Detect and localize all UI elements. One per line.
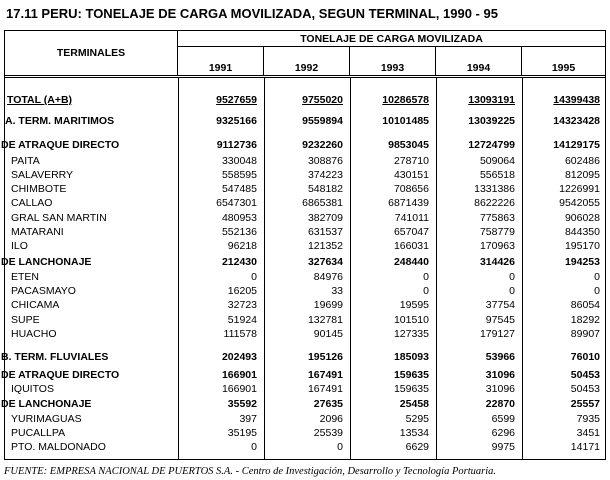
row-label: SALAVERRY bbox=[11, 169, 74, 181]
table-row bbox=[5, 197, 605, 211]
table-row bbox=[1, 351, 605, 365]
cell-1991: 96218 bbox=[227, 240, 257, 252]
cell-1991: 16205 bbox=[227, 285, 257, 297]
cell-1995: 89907 bbox=[570, 328, 600, 340]
cell-1993: 166031 bbox=[393, 240, 429, 252]
table-row bbox=[5, 183, 605, 197]
table-row bbox=[1, 398, 605, 412]
table-row bbox=[5, 441, 605, 455]
year-header-1993: 1993 bbox=[350, 47, 436, 75]
cell-1992: 167491 bbox=[307, 369, 343, 381]
cell-1994: 31096 bbox=[485, 383, 515, 395]
table-row bbox=[1, 256, 605, 270]
cell-1994: 556518 bbox=[479, 169, 515, 181]
cell-1993: 741011 bbox=[394, 212, 429, 224]
cell-1993: 0 bbox=[423, 285, 429, 297]
cell-1991: 202493 bbox=[221, 351, 257, 363]
row-label: SUPE bbox=[11, 314, 40, 326]
row-label: B. TERM. FLUVIALES bbox=[1, 351, 109, 363]
header-divider-double bbox=[5, 77, 605, 78]
cell-1993: 159635 bbox=[393, 383, 429, 395]
table-row bbox=[1, 369, 605, 383]
cell-1992: 374223 bbox=[307, 169, 343, 181]
cell-1991: 0 bbox=[251, 271, 257, 283]
cell-1992: 0 bbox=[337, 441, 343, 453]
cell-1995: 14171 bbox=[570, 441, 600, 453]
row-label: PTO. MALDONADO bbox=[11, 441, 106, 453]
row-label: CALLAO bbox=[11, 197, 53, 209]
cell-1991: 35592 bbox=[227, 398, 257, 410]
row-label: DE LANCHONAJE bbox=[1, 398, 92, 410]
cell-1992: 9755020 bbox=[302, 94, 343, 106]
cell-1993: 19595 bbox=[399, 299, 429, 311]
cell-1991: 558595 bbox=[221, 169, 257, 181]
table-row bbox=[5, 226, 605, 240]
row-label: DE LANCHONAJE bbox=[1, 256, 92, 268]
table-row bbox=[5, 271, 605, 285]
row-label: CHIMBOTE bbox=[11, 183, 67, 195]
cell-1994: 179127 bbox=[479, 328, 515, 340]
row-label: IQUITOS bbox=[11, 383, 54, 395]
cell-1994: 97545 bbox=[485, 314, 515, 326]
table-row bbox=[5, 285, 605, 299]
cell-1992: 631537 bbox=[307, 226, 343, 238]
row-label: DE ATRAQUE DIRECTO bbox=[1, 139, 120, 151]
cell-1992: 121352 bbox=[307, 240, 343, 252]
row-label: PAITA bbox=[11, 155, 40, 167]
cell-1991: 552136 bbox=[221, 226, 257, 238]
cell-1994: 170963 bbox=[479, 240, 515, 252]
table-row bbox=[5, 212, 605, 226]
cell-1992: 548182 bbox=[307, 183, 343, 195]
year-header-1992: 1992 bbox=[264, 47, 350, 75]
cell-1993: 0 bbox=[423, 271, 429, 283]
cell-1992: 327634 bbox=[307, 256, 343, 268]
row-label: HUACHO bbox=[11, 328, 57, 340]
cell-1994: 8622226 bbox=[474, 197, 515, 209]
cell-1993: 708656 bbox=[393, 183, 429, 195]
cell-1991: 9527659 bbox=[216, 94, 257, 106]
cell-1991: 166901 bbox=[221, 369, 257, 381]
table-row bbox=[1, 139, 605, 153]
row-label: YURIMAGUAS bbox=[11, 413, 82, 425]
cell-1995: 844350 bbox=[564, 226, 600, 238]
cell-1992: 25539 bbox=[313, 427, 343, 439]
cell-1993: 248440 bbox=[393, 256, 429, 268]
cell-1991: 6547301 bbox=[216, 197, 257, 209]
cell-1992: 308876 bbox=[307, 155, 343, 167]
year-header-1994: 1994 bbox=[436, 47, 522, 75]
cell-1995: 86054 bbox=[570, 299, 600, 311]
cell-1995: 0 bbox=[594, 271, 600, 283]
cell-1991: 51924 bbox=[227, 314, 257, 326]
cell-1991: 480953 bbox=[221, 212, 257, 224]
table-header bbox=[5, 31, 605, 75]
cell-1995: 14129175 bbox=[553, 139, 600, 151]
table-row bbox=[5, 314, 605, 328]
cell-1993: 5295 bbox=[405, 413, 429, 425]
year-header-1995: 1995 bbox=[551, 62, 576, 74]
cell-1991: 397 bbox=[239, 413, 257, 425]
cell-1993: 657047 bbox=[393, 226, 429, 238]
cell-1995: 76010 bbox=[570, 351, 600, 363]
cell-1994: 53966 bbox=[485, 351, 515, 363]
cell-1992: 195126 bbox=[307, 351, 343, 363]
cell-1991: 547485 bbox=[221, 183, 257, 195]
cell-1993: 6629 bbox=[405, 441, 429, 453]
table-row bbox=[5, 328, 605, 342]
cell-1995: 1226991 bbox=[559, 183, 600, 195]
cell-1992: 132781 bbox=[307, 314, 343, 326]
cell-1994: 6296 bbox=[491, 427, 515, 439]
cell-1991: 9325166 bbox=[216, 115, 257, 127]
cell-1991: 32723 bbox=[227, 299, 257, 311]
table-row bbox=[5, 169, 605, 183]
cell-1991: 0 bbox=[251, 441, 257, 453]
cell-1993: 25458 bbox=[399, 398, 429, 410]
cell-1995: 906028 bbox=[564, 212, 600, 224]
cell-1995: 50453 bbox=[570, 369, 600, 381]
cell-1995: 812095 bbox=[564, 169, 600, 181]
row-label: GRAL SAN MARTIN bbox=[11, 212, 107, 224]
cell-1991: 111578 bbox=[223, 328, 257, 340]
cell-1992: 27635 bbox=[313, 398, 343, 410]
row-label: ILO bbox=[11, 240, 28, 252]
cell-1994: 31096 bbox=[485, 369, 515, 381]
cell-1994: 22870 bbox=[485, 398, 515, 410]
cell-1994: 1331386 bbox=[474, 183, 515, 195]
cell-1995: 14399438 bbox=[553, 94, 600, 106]
cell-1991: 330048 bbox=[221, 155, 257, 167]
cell-1995: 9542055 bbox=[559, 197, 600, 209]
cell-1995: 14323428 bbox=[553, 115, 600, 127]
cell-1994: 0 bbox=[509, 271, 515, 283]
row-label: A. TERM. MARITIMOS bbox=[5, 115, 115, 127]
row-label: PACASMAYO bbox=[11, 285, 76, 297]
cell-1994: 758779 bbox=[479, 226, 515, 238]
cell-1994: 12724799 bbox=[468, 139, 515, 151]
source-note: FUENTE: EMPRESA NACIONAL DE PUERTOS S.A. - Centro de Investigación, Desarrollo y Tecnología Portuaria. bbox=[4, 466, 497, 477]
row-label: CHICAMA bbox=[11, 299, 60, 311]
cell-1994: 13039225 bbox=[468, 115, 515, 127]
cell-1993: 127335 bbox=[393, 328, 429, 340]
cell-1992: 382709 bbox=[307, 212, 343, 224]
table-row bbox=[5, 115, 605, 129]
cell-1995: 3451 bbox=[576, 427, 600, 439]
table-row bbox=[5, 94, 605, 108]
cell-1993: 10101485 bbox=[382, 115, 429, 127]
cell-1994: 6599 bbox=[491, 413, 515, 425]
table-row bbox=[5, 427, 605, 441]
cell-1993: 278710 bbox=[393, 155, 429, 167]
table-row bbox=[5, 413, 605, 427]
cell-1994: 314426 bbox=[479, 256, 515, 268]
cell-1995: 50453 bbox=[570, 383, 600, 395]
cell-1994: 13093191 bbox=[468, 94, 515, 106]
cell-1992: 2096 bbox=[319, 413, 343, 425]
cell-1992: 6865381 bbox=[302, 197, 343, 209]
cell-1995: 602486 bbox=[564, 155, 600, 167]
row-label: MATARANI bbox=[11, 226, 64, 238]
row-label: DE ATRAQUE DIRECTO bbox=[1, 369, 120, 381]
header-divider bbox=[5, 75, 605, 76]
cell-1991: 9112736 bbox=[216, 139, 257, 151]
cell-1993: 6871439 bbox=[388, 197, 429, 209]
year-header-1991: 1991 bbox=[178, 47, 264, 75]
cell-1995: 25557 bbox=[570, 398, 600, 410]
cell-1995: 0 bbox=[594, 285, 600, 297]
cell-1993: 159635 bbox=[393, 369, 429, 381]
cell-1992: 9559894 bbox=[302, 115, 343, 127]
cell-1993: 10286578 bbox=[382, 94, 429, 106]
cell-1994: 37754 bbox=[485, 299, 515, 311]
cell-1991: 212430 bbox=[221, 256, 257, 268]
cell-1993: 101510 bbox=[393, 314, 429, 326]
table-row bbox=[5, 240, 605, 254]
cell-1993: 13534 bbox=[399, 427, 429, 439]
cell-1993: 9853045 bbox=[388, 139, 429, 151]
cell-1995: 194253 bbox=[564, 256, 600, 268]
cell-1994: 0 bbox=[509, 285, 515, 297]
cell-1994: 509064 bbox=[479, 155, 515, 167]
terminales-header: TERMINALES bbox=[5, 31, 178, 75]
cell-1995: 18292 bbox=[570, 314, 600, 326]
cell-1992: 84976 bbox=[313, 271, 343, 283]
row-label: TOTAL (A+B) bbox=[7, 94, 73, 106]
cell-1991: 166901 bbox=[221, 383, 257, 395]
cell-1993: 185093 bbox=[393, 351, 429, 363]
tonelaje-group-header: TONELAJE DE CARGA MOVILIZADA bbox=[178, 31, 605, 47]
cell-1992: 19699 bbox=[313, 299, 343, 311]
cell-1991: 35195 bbox=[227, 427, 257, 439]
cell-1992: 33 bbox=[331, 285, 343, 297]
table-title: 17.11 PERU: TONELAJE DE CARGA MOVILIZADA, SEGUN TERMINAL, 1990 - 95 bbox=[6, 6, 498, 21]
table-row bbox=[5, 383, 605, 397]
cell-1992: 167491 bbox=[307, 383, 343, 395]
cell-1992: 90145 bbox=[313, 328, 343, 340]
row-label: ETEN bbox=[11, 271, 40, 283]
data-table bbox=[1, 30, 606, 460]
cell-1992: 9232260 bbox=[302, 139, 343, 151]
cell-1995: 195170 bbox=[564, 240, 600, 252]
cell-1995: 7935 bbox=[576, 413, 600, 425]
cell-1994: 775863 bbox=[479, 212, 515, 224]
cell-1994: 9975 bbox=[491, 441, 515, 453]
cell-1993: 430151 bbox=[393, 169, 429, 181]
row-label: PUCALLPA bbox=[11, 427, 66, 439]
table-row bbox=[5, 299, 605, 313]
table-row bbox=[5, 155, 605, 169]
